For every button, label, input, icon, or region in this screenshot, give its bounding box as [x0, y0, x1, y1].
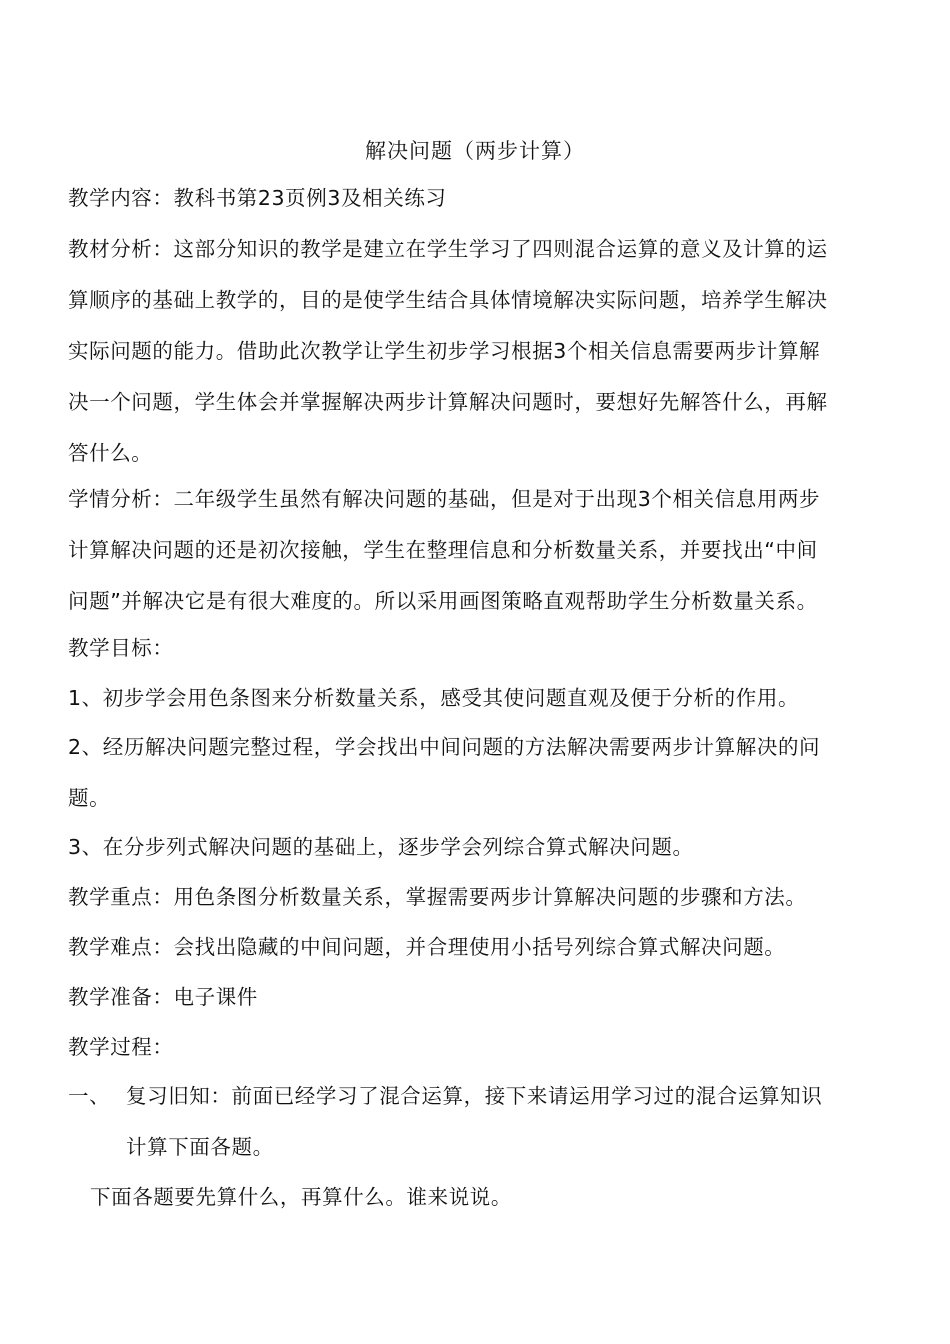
goal-line: 2、经历解决问题完整过程，学会找出中间问题的方法解决需要两步计算解决的问	[68, 735, 821, 759]
step-1-marker: 一、	[68, 1084, 111, 1108]
student-analysis-line: 学情分析：二年级学生虽然有解决问题的基础，但是对于出现3个相关信息用两步	[68, 487, 821, 511]
difficulty: 教学难点：会找出隐藏的中间问题，并合理使用小括号列综合算式解决问题。	[68, 935, 786, 959]
goals-heading: 教学目标：	[68, 636, 174, 660]
material-analysis-line: 算顺序的基础上教学的，目的是使学生结合具体情境解决实际问题，培养学生解决	[68, 288, 828, 312]
teaching-content	[68, 173, 884, 224]
teaching-content-label: 教学内容：	[68, 186, 174, 210]
step-1-followup: 下面各题要先算什么，再算什么。谁来说说。	[90, 1185, 512, 1209]
material-analysis	[68, 224, 884, 479]
process-heading: 教学过程：	[68, 1035, 174, 1059]
material-analysis-line: 实际问题的能力。借助此次教学让学生初步学习根据3个相关信息需要两步计算解	[68, 339, 821, 363]
step-1-line: 计算下面各题。	[126, 1135, 274, 1159]
goal-item-3	[68, 822, 884, 873]
student-analysis-line: 问题”并解决它是有很大难度的。所以采用画图策略直观帮助学生分析数量关系。	[68, 589, 818, 613]
preparation: 教学准备：电子课件	[68, 985, 258, 1009]
material-analysis-line: 决一个问题，学生体会并掌握解决两步计算解决问题时，要想好先解答什么，再解	[68, 390, 828, 414]
goal-item-1	[68, 673, 884, 724]
material-analysis-line: 答什么。	[68, 441, 153, 465]
step-1	[68, 1071, 884, 1173]
goal-item-2	[68, 722, 884, 824]
step-1-line	[68, 1071, 884, 1122]
student-analysis-line: 计算解决问题的还是初次接触，学生在整理信息和分析数量关系，并要找出“中间	[68, 538, 818, 562]
goal-line: 3、在分步列式解决问题的基础上，逐步学会列综合算式解决问题。	[68, 835, 694, 859]
goal-line: 题。	[68, 786, 111, 810]
student-analysis	[68, 474, 884, 627]
key-point: 教学重点：用色条图分析数量关系，掌握需要两步计算解决问题的步骤和方法。	[68, 885, 807, 909]
document-title: 解决问题（两步计算）	[365, 139, 585, 163]
material-analysis-line: 教材分析：这部分知识的教学是建立在学生学习了四则混合运算的意义及计算的运	[68, 237, 828, 261]
step-1-text: 复习旧知：前面已经学习了混合运算，接下来请运用学习过的混合运算知识	[126, 1084, 823, 1108]
teaching-content-text: 教科书第23页例3及相关练习	[173, 186, 447, 210]
goal-line: 1、初步学会用色条图来分析数量关系，感受其使问题直观及便于分析的作用。	[68, 686, 800, 710]
